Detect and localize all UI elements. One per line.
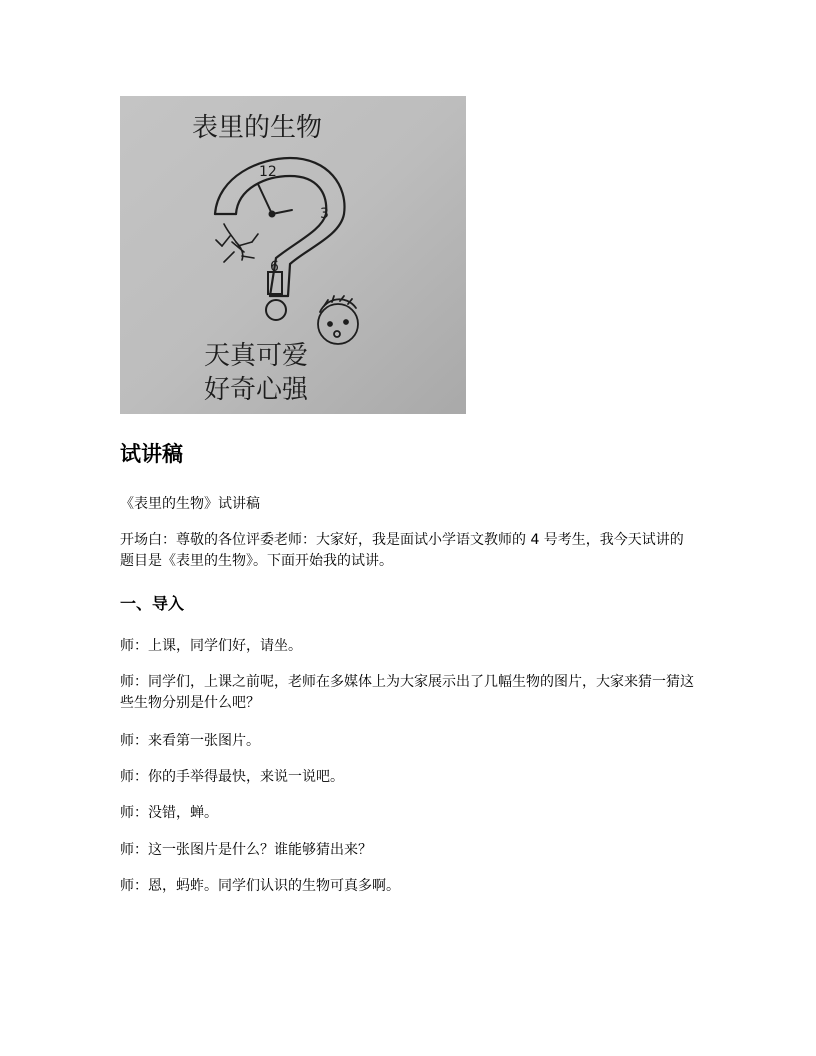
- drawing-title: 表里的生物: [192, 113, 323, 143]
- section-heading-intro: 一、导入: [120, 594, 185, 613]
- clock-number-6: 6: [270, 259, 279, 275]
- teacher-line: 师：你的手举得最快，来说一说吧。: [120, 769, 344, 785]
- teacher-line: 师：上课，同学们好，请坐。: [120, 638, 302, 654]
- opening-paragraph: 开场白：尊敬的各位评委老师：大家好，我是面试小学语文教师的 4 号考生，我今天试讲的题目是《表里的生物》。下面开始我的试讲。: [120, 532, 684, 569]
- drawing-caption-line1: 天真可爱: [204, 341, 309, 371]
- document-title: 试讲稿: [120, 442, 183, 466]
- teacher-line: 师：没错，蝉。: [120, 805, 218, 821]
- teacher-line: 师：这一张图片是什么？谁能够猜出来？: [120, 842, 372, 858]
- document-subtitle: 《表里的生物》试讲稿: [120, 496, 260, 512]
- teacher-line: 师：来看第一张图片。: [120, 733, 260, 749]
- blackboard-drawing-image: [120, 96, 466, 414]
- teacher-line: 师：恩，蚂蚱。同学们认识的生物可真多啊。: [120, 878, 400, 894]
- teacher-line: 师：同学们，上课之前呢，老师在多媒体上为大家展示出了几幅生物的图片，大家来猜一猜这些生物分别是什么吧？: [120, 674, 694, 711]
- drawing-caption-line2: 好奇心强: [204, 375, 309, 405]
- clock-number-12: 12: [259, 164, 277, 180]
- clock-number-3: 3: [320, 206, 329, 222]
